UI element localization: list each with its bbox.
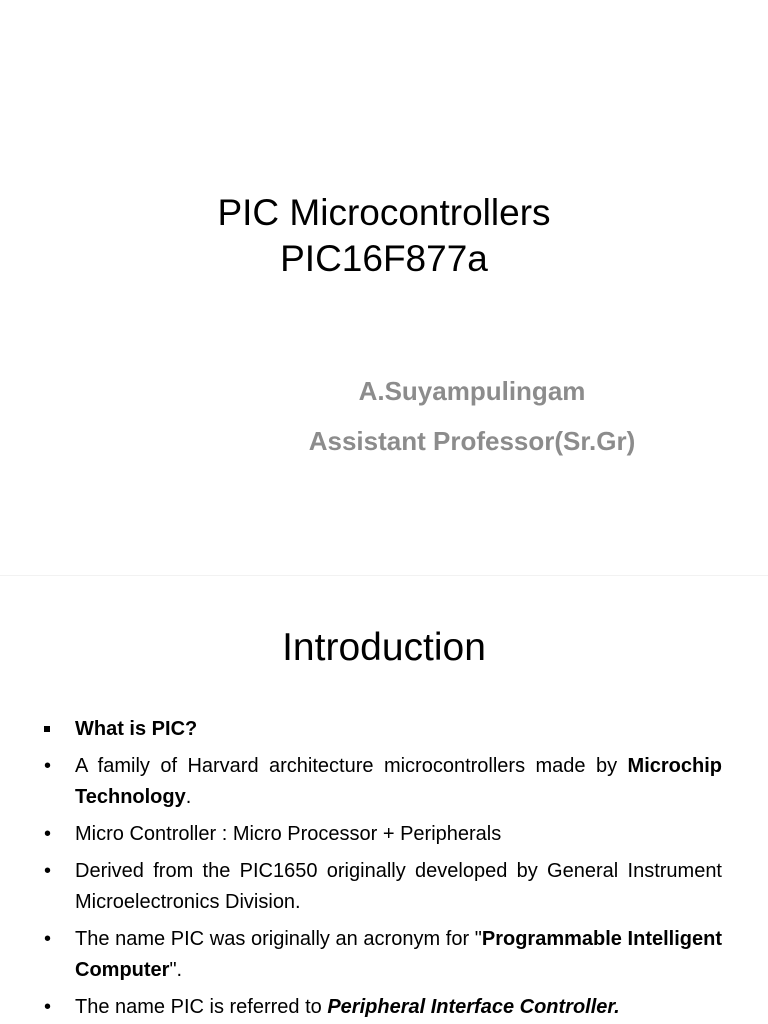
title-line-1: PIC Microcontrollers [217,192,551,233]
dot-bullet-icon: • [44,928,52,950]
bullet-question: What is PIC? [75,718,198,740]
list-item [44,751,722,813]
bullet-text-end: . [185,786,192,808]
dot-bullet-icon: • [44,823,52,845]
bullet-text-end: ". [169,959,183,981]
slide-subtitle [254,366,690,466]
list-item [44,992,722,1023]
slide-title [0,190,768,282]
dot-bullet-icon: • [44,996,52,1018]
intro-slide [0,576,768,1024]
bullet-text: Micro Controller : Micro Processor + Peripherals [75,823,502,845]
bullet-text: A family of Harvard architecture microcontrollers made by [75,755,628,777]
intro-heading: Introduction [282,626,486,669]
bullet-text: The name PIC was originally an acronym for " [75,928,482,950]
bullet-text: Derived from the PIC1650 originally developed by General Instrument Microelectronics Division. [75,860,722,913]
author-name: A.Suyampulingam [358,376,586,406]
list-item [44,819,722,850]
dot-bullet-icon: • [44,755,52,777]
dot-bullet-icon: • [44,860,52,882]
square-bullet-icon [44,714,64,745]
bullet-list [44,714,722,1024]
list-item [44,856,722,918]
bullet-text: The name PIC is referred to [75,996,328,1018]
bullet-bold-italic-text: Peripheral Interface Controller. [327,996,620,1018]
bullet-bold-text: Microchip Technology [75,755,722,808]
bullet-bold-text: Programmable Intelligent Computer [75,928,722,981]
title-line-2: PIC16F877a [280,238,488,279]
list-item [44,924,722,986]
author-position: Assistant Professor(Sr.Gr) [308,426,636,456]
list-item [44,714,722,745]
